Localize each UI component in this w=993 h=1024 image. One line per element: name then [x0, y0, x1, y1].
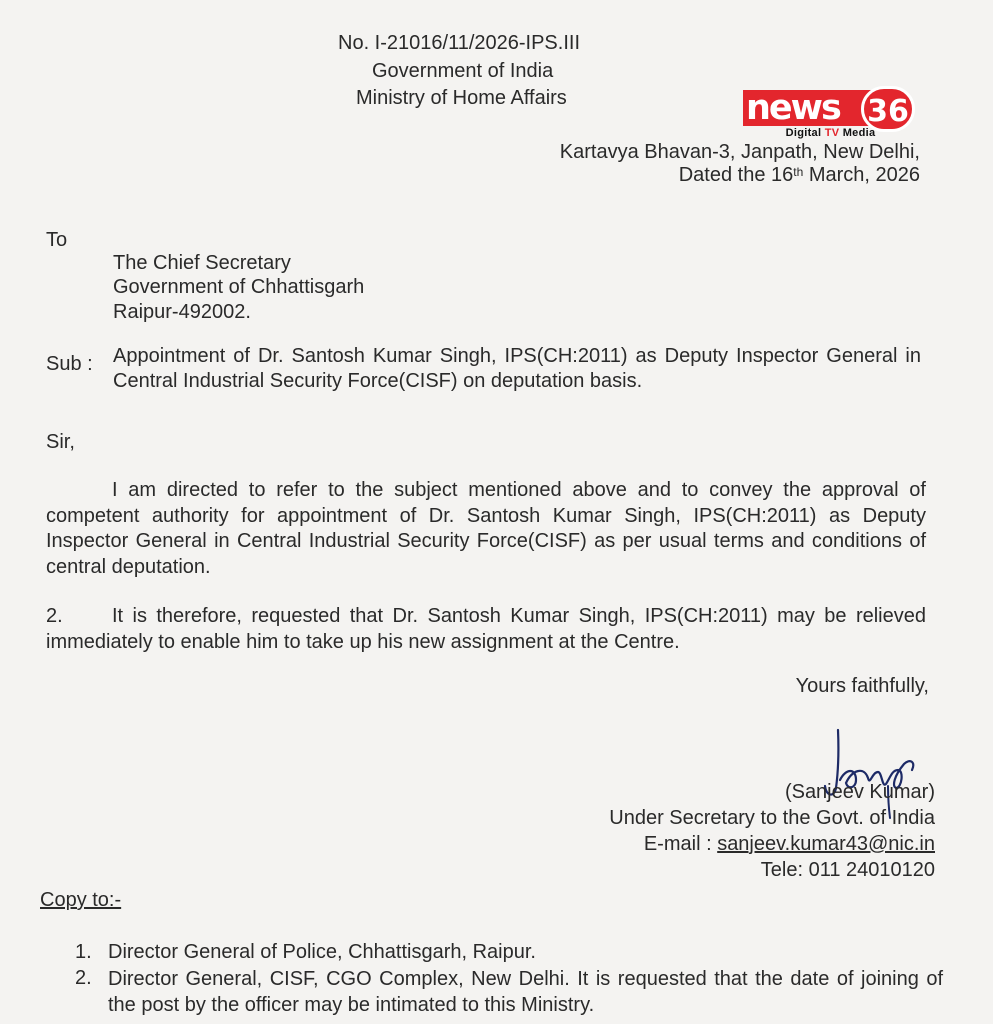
body-paragraph-2: 2. It is therefore, requested that Dr. Santosh Kumar Singh, IPS(CH:2011) may be relieved immediately to enable him to take up his new assignment at the Centre.	[46, 605, 926, 653]
subject-label: Sub :	[46, 353, 93, 375]
signatory-email: E-mail : sanjeev.kumar43@nic.in	[643, 833, 935, 855]
copy-to-item-2: 2. Director General, CISF, CGO Complex, New Delhi. It is requested that the date of joining of the post by the officer may be intimated to this Ministry.	[75, 967, 943, 1016]
logo-number-badge: 36	[861, 86, 915, 132]
salutation: Sir,	[46, 431, 75, 453]
ministry-line: Ministry of Home Affairs	[356, 87, 567, 109]
logo-tagline: Digital TV Media	[785, 127, 876, 139]
closing: Yours faithfully,	[795, 675, 929, 697]
signatory-name: (Sanjeev Kumar)	[784, 781, 935, 803]
logo-brand-text: news	[743, 90, 871, 126]
copy-to-heading: Copy to:-	[40, 889, 122, 911]
office-address: Kartavya Bhavan-3, Janpath, New Delhi,	[559, 141, 920, 163]
to-label: To	[46, 229, 68, 251]
signatory-designation: Under Secretary to the Govt. of India	[609, 807, 935, 829]
government-line: Government of India	[372, 60, 554, 82]
subject-text: Appointment of Dr. Santosh Kumar Singh, IPS(CH:2011) as Deputy Inspector General in Central Industrial Security Force(CISF) on deputation basis.	[113, 345, 921, 392]
email-link[interactable]: sanjeev.kumar43@nic.in	[717, 833, 935, 855]
news36-watermark-logo	[743, 86, 921, 140]
addressee-line-2: Government of Chhattisgarh	[113, 276, 365, 298]
copy-to-item-1: 1. Director General of Police, Chhattisgarh, Raipur.	[75, 941, 536, 963]
addressee-line-1: The Chief Secretary	[113, 252, 291, 274]
addressee-line-3: Raipur-492002.	[113, 301, 251, 323]
file-number: No. I-21016/11/2026-IPS.III	[338, 32, 581, 54]
body-paragraph-1: I am directed to refer to the subject mentioned above and to convey the approval of competent authority for appointment of Dr. Santosh Kumar Singh, IPS(CH:2011) as Deputy Inspector General in Central Industrial Security Force(CISF) as per usual terms and conditions of central deputation.	[46, 479, 926, 578]
signatory-telephone: Tele: 011 24010120	[760, 859, 935, 881]
letter-date: Dated the 16th March, 2026	[678, 164, 920, 186]
